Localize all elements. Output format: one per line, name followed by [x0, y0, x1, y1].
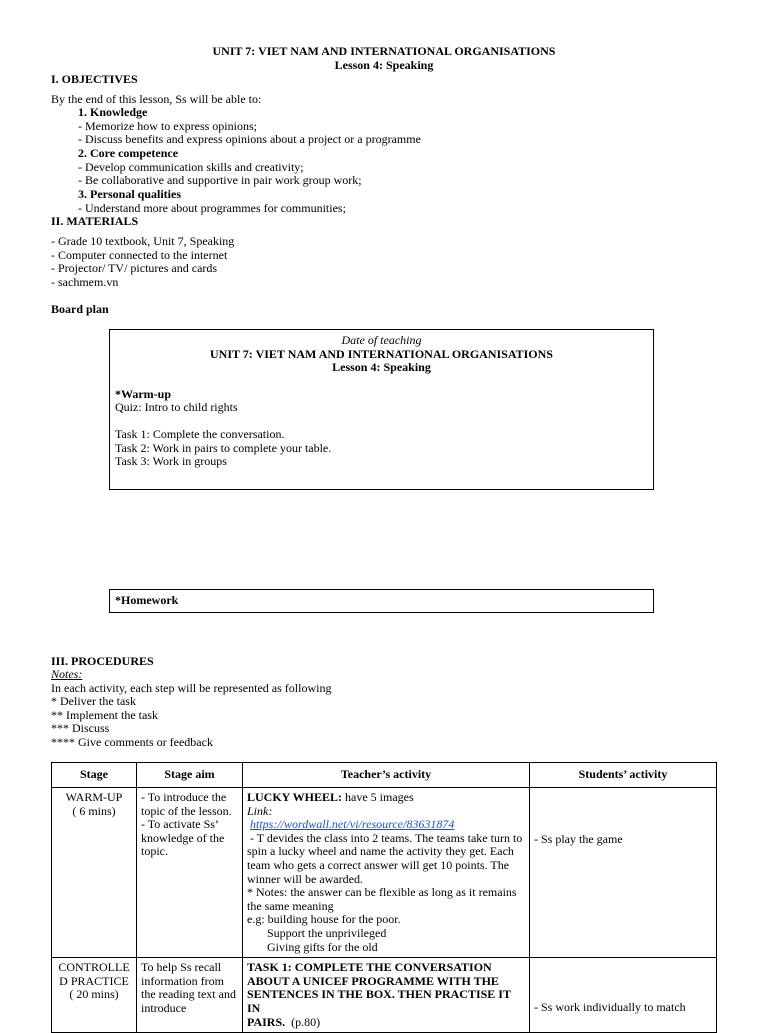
lesson-subtitle: Lesson 4: Speaking — [334, 58, 434, 72]
column-header-teacher: Teacher’s activity — [243, 763, 530, 788]
task-title-line: PAIRS. — [247, 1014, 286, 1029]
column-header-stage-aim: Stage aim — [137, 763, 243, 788]
materials-item: - Projector/ TV/ pictures and cards — [51, 261, 218, 275]
example-line: Giving gifts for the old — [267, 939, 378, 954]
activity-line: winner will be awarded. — [247, 871, 363, 886]
board-task: Task 3: Work in groups — [115, 454, 227, 469]
aim-line: knowledge of the — [141, 830, 225, 845]
core-item: - Be collaborative and supportive in pair work group work; — [78, 173, 362, 187]
activity-title: LUCKY WHEEL: — [247, 790, 343, 804]
link-label: Link: — [247, 803, 273, 818]
aim-line: introduce — [141, 1000, 187, 1015]
core-item: - Develop communication skills and creativity; — [78, 160, 304, 174]
activity-line: the same meaning — [247, 898, 334, 913]
aim-line: information from — [141, 973, 224, 988]
example-line: Support the unprivileged — [267, 925, 387, 940]
procedure-step: ** Implement the task — [51, 708, 158, 722]
stage-cell — [52, 788, 137, 958]
board-task: Task 1: Complete the conversation. — [115, 426, 285, 441]
task-title-line: SENTENCES IN THE BOX. THEN PRACTISE IT IN — [247, 987, 511, 1015]
materials-item: - Grade 10 textbook, Unit 7, Speaking — [51, 234, 235, 248]
table-header-row — [52, 763, 717, 788]
procedure-step: *** Discuss — [51, 721, 110, 735]
notes-intro: In each activity, each step will be represented as following — [51, 681, 332, 695]
stage-aim-cell — [137, 788, 243, 958]
table-row — [52, 958, 717, 1033]
homework-box — [109, 589, 654, 613]
teacher-activity-cell — [243, 788, 530, 958]
board-warmup-heading: *Warm-up — [115, 386, 172, 401]
procedures-heading: III. PROCEDURES — [51, 654, 154, 668]
activity-line: e.g: building house for the poor. — [247, 912, 401, 927]
stage-duration: ( 6 mins) — [72, 803, 116, 818]
column-header-students: Students’ activity — [530, 763, 717, 788]
homework-heading: *Homework — [115, 593, 179, 607]
board-subtitle: Lesson 4: Speaking — [332, 360, 431, 375]
activity-line: team who gets a correct answer will get 10 points. The — [247, 857, 510, 872]
aim-line: topic. — [141, 844, 168, 859]
materials-item: - sachmem.vn — [51, 275, 119, 289]
materials-item: - Computer connected to the internet — [51, 248, 228, 262]
activity-title-rest: have 5 images — [342, 790, 414, 804]
aim-line: - To activate Ss’ — [141, 817, 219, 832]
aim-line: topic of the lesson. — [141, 803, 232, 818]
personal-item: - Understand more about programmes for communities; — [78, 201, 346, 215]
table-row — [52, 788, 717, 958]
teacher-activity-cell — [243, 958, 530, 1033]
procedures-table — [51, 762, 717, 1033]
board-title: UNIT 7: VIET NAM AND INTERNATIONAL ORGANISATIONS — [210, 346, 553, 361]
activity-line: - T devides the class into 2 teams. The teams take turn to — [247, 830, 523, 845]
students-activity: - Ss work individually to match — [534, 1000, 686, 1015]
activity-line: spin a lucky wheel and name the activity they get. Each — [247, 844, 514, 859]
aim-line: the reading text and — [141, 987, 236, 1002]
board-date: Date of teaching — [341, 333, 422, 347]
students-activity-cell — [530, 958, 717, 1033]
task-page-ref: (p.80) — [285, 1014, 321, 1029]
objectives-intro: By the end of this lesson, Ss will be able to: — [51, 92, 262, 106]
procedure-step: * Deliver the task — [51, 694, 136, 708]
stage-name: WARM-UP — [65, 790, 123, 804]
board-plan-box — [109, 329, 654, 490]
lesson-title: UNIT 7: VIET NAM AND INTERNATIONAL ORGANISATIONS — [212, 44, 556, 58]
activity-line: * Notes: the answer can be flexible as long as it remains — [247, 885, 517, 900]
stage-aim-cell — [137, 958, 243, 1033]
board-plan-heading: Board plan — [51, 302, 109, 316]
notes-label: Notes: — [51, 667, 83, 681]
aim-line: To help Ss recall — [141, 960, 222, 975]
aim-line: - To introduce the — [141, 790, 227, 804]
task-title-line: ABOUT A UNICEF PROGRAMME WITH THE — [247, 973, 499, 988]
materials-heading: II. MATERIALS — [51, 214, 139, 228]
procedure-step: **** Give comments or feedback — [51, 735, 213, 749]
stage-cell — [52, 958, 137, 1033]
board-task: Task 2: Work in pairs to complete your table. — [115, 440, 332, 455]
stage-name: CONTROLLE — [58, 960, 130, 975]
personal-heading: 3. Personal qualities — [78, 187, 182, 201]
students-activity-cell — [530, 788, 717, 958]
column-header-stage: Stage — [52, 763, 137, 788]
stage-name: D PRACTICE — [59, 973, 129, 988]
wordwall-link[interactable]: https://wordwall.net/vi/resource/83631874 — [250, 817, 455, 832]
knowledge-item: - Memorize how to express opinions; — [78, 119, 257, 133]
core-heading: 2. Core competence — [78, 146, 179, 160]
stage-duration: ( 20 mins) — [69, 987, 119, 1002]
objectives-heading: I. OBJECTIVES — [51, 72, 138, 86]
students-activity: - Ss play the game — [534, 831, 623, 846]
board-warmup-text: Quiz: Intro to child rights — [115, 400, 238, 415]
activity-title-line — [247, 791, 525, 805]
task-title-line: TASK 1: COMPLETE THE CONVERSATION — [247, 960, 492, 975]
knowledge-heading: 1. Knowledge — [78, 105, 148, 119]
knowledge-item: - Discuss benefits and express opinions about a project or a programme — [78, 132, 421, 146]
